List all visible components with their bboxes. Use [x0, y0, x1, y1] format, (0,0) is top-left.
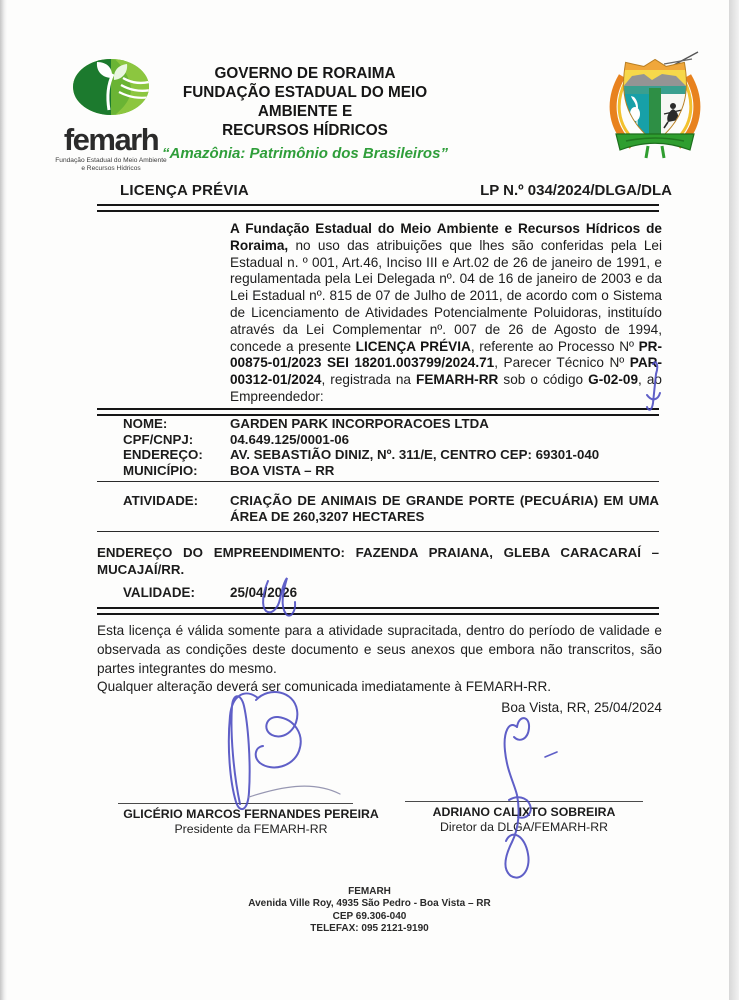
entity-row-endereco — [123, 447, 659, 463]
entity-row-municipio — [123, 463, 659, 479]
femarh-tagline-line2: e Recursos Hídricos — [81, 164, 141, 172]
signatory-right — [374, 805, 674, 835]
footer-block — [0, 886, 739, 936]
activity-value: CRIAÇÃO DE ANIMAIS DE GRANDE PORTE (PECUÁRIA) EM UMA ÁREA DE 260,3207 HECTARES — [230, 493, 659, 524]
entity-value: 04.649.125/0001-06 — [230, 431, 350, 447]
closing-paragraph-1: Esta licença é válida somente para a atividade supracitada, dentro do período de validade e observada as condições deste documento e seus anexos que embora não transcritos, são partes integrantes do mesmo. — [97, 623, 662, 676]
preamble-bold-parecer: PAR-00312-01/2024 — [230, 355, 662, 388]
entity-table-bottom-divider — [97, 607, 659, 615]
femarh-wordmark: femarh — [63, 122, 159, 157]
preamble-bold-code: G-02-09 — [588, 372, 639, 388]
preamble-bold-license: LICENÇA PRÉVIA — [355, 338, 471, 354]
activity-row — [123, 493, 659, 525]
license-title: LICENÇA PRÉVIA — [120, 182, 249, 199]
signatory-title: Diretor da DLGA/FEMARH-RR — [439, 820, 609, 834]
signatory-name: ADRIANO CALIXTO SOBREIRA — [432, 805, 616, 819]
entity-value: AV. SEBASTIÃO DINIZ, Nº. 311/E, CENTRO CEP: 69301-040 — [230, 447, 600, 463]
header-text-block — [150, 64, 460, 163]
validity-row — [123, 585, 659, 601]
validity-label: VALIDADE: — [123, 585, 195, 600]
title-row — [97, 182, 672, 202]
scan-edge-right — [729, 0, 739, 1000]
header-government: GOVERNO DE RORAIMA — [214, 65, 396, 82]
validity-value: 25/04/2026 — [230, 585, 298, 600]
closing-paragraph-2: Qualquer alteração deverá ser comunicada imediatamente à FEMARH-RR. — [97, 679, 552, 695]
enterprise-top-divider — [97, 531, 659, 532]
signature-line-left — [118, 803, 353, 804]
signatory-title: Presidente da FEMARH-RR — [174, 822, 328, 836]
header-slogan: “Amazônia: Patrimônio dos Brasileiros” — [162, 145, 448, 162]
header-foundation-line1: FUNDAÇÃO ESTADUAL DO MEIO AMBIENTE E — [182, 84, 428, 120]
roraima-coat-of-arms-icon — [602, 50, 708, 164]
signatory-left — [101, 807, 401, 837]
footer-org: FEMARH — [348, 886, 391, 897]
signature-line-right — [405, 801, 643, 802]
place-and-date: Boa Vista, RR, 25/04/2024 — [501, 700, 662, 715]
entity-label: MUNICÍPIO: — [123, 462, 198, 478]
femarh-tagline-line1: Fundação Estadual do Meio Ambiente — [55, 157, 167, 164]
preamble-paragraph: A Fundação Estadual do Meio Ambiente e Recursos Hídricos de Roraima, no uso das atribuições que lhes são conferidas pela Lei Estadual n. º 001, Art.46, Inciso III e Art.02 de 26 de janeiro de 1991, e regulamentada pela Lei Delegada nº. 04 de 16 de janeiro de 2003 e da Lei Estadual nº. 815 de 07 de Julho de 2011, de acordo com o Sistema de Licenciamento de Atividades Potencialmente Poluidoras, instituído através da Lei Complementar nº. 007 de 26 de Agosto de 1994, concede a presente LICENÇA PRÉVIA, referente ao Processo Nº PR-00875-01/2023 SEI 18201.003799/2024.71, Parecer Técnico Nº PAR-00312-01/2024, registrada na FEMARH-RR sob o código G-02-09, ao Empreendedor: — [230, 221, 663, 404]
entity-table — [123, 416, 659, 478]
entity-label: NOME: — [123, 416, 168, 431]
signature-scribble-left-icon — [229, 692, 340, 809]
signature-scribble-right-icon — [505, 718, 557, 877]
footer-telefax: TELEFAX: 095 2121-9190 — [310, 923, 429, 935]
footer-address: Avenida Ville Roy, 4935 São Pedro - Boa Vista – RR — [248, 898, 491, 910]
scan-edge-left — [0, 0, 7, 1000]
entity-label: CPF/CNPJ: — [123, 431, 194, 447]
preamble-bold-org: A Fundação Estadual do Meio Ambiente e Recursos Hídricos de Roraima, — [230, 221, 662, 253]
closing-paragraphs — [97, 622, 662, 697]
preamble-bold-femarh: FEMARH-RR — [416, 372, 499, 388]
preamble-bold-process: PR-00875-01/2023 SEI 18201.003799/2024.71 — [230, 338, 663, 371]
signatory-name: GLICÉRIO MARCOS FERNANDES PEREIRA — [123, 807, 379, 821]
femarh-leaf-icon — [69, 58, 153, 118]
entity-label: ENDEREÇO: — [123, 447, 203, 463]
activity-top-divider — [97, 481, 659, 482]
enterprise-address: ENDEREÇO DO EMPREENDIMENTO: FAZENDA PRAIANA, GLEBA CARACARAÍ – MUCAJAÍ/RR. — [97, 545, 659, 577]
license-number: LP N.º 034/2024/DLGA/DLA — [480, 182, 672, 199]
entity-table-top-divider — [97, 408, 659, 416]
entity-row-nome — [123, 416, 659, 432]
title-divider — [97, 204, 659, 212]
header-foundation-line2: RECURSOS HÍDRICOS — [222, 122, 388, 139]
entity-row-cpf-cnpj — [123, 432, 659, 448]
footer-cep: CEP 69.306-040 — [332, 910, 407, 922]
entity-value: BOA VISTA – RR — [230, 462, 335, 478]
entity-value: GARDEN PARK INCORPORACOES LTDA — [230, 416, 489, 431]
activity-label: ATIVIDADE: — [123, 493, 199, 508]
